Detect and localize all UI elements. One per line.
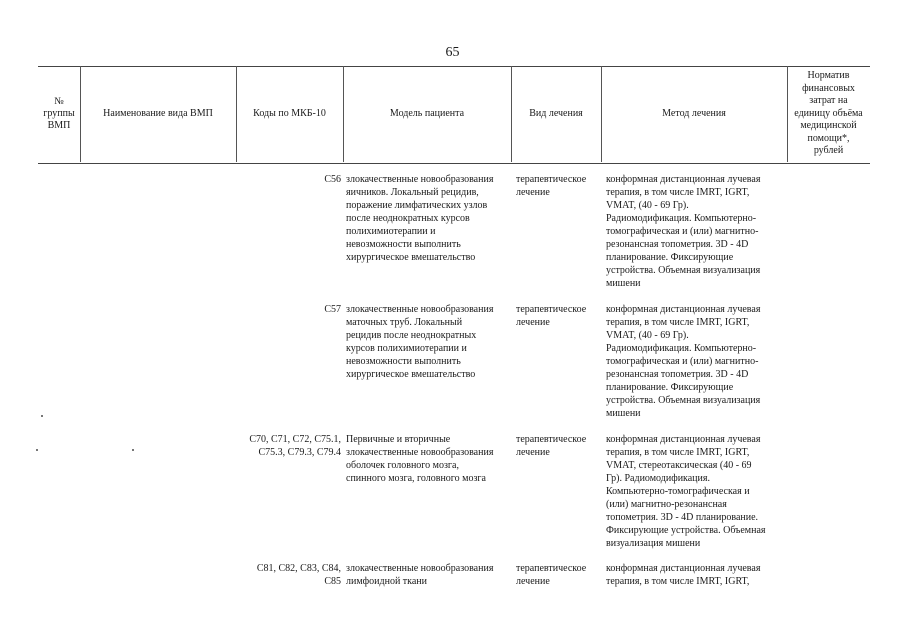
treatment-method: конформная дистанционная лучевая терапия, в том числе IMRT, IGRT, VMAT, стереотаксическая (40 - 69 Гр). Радиомодификация. Компьютерно-томографическая и (или) магнитно-резонансная топометрия. 3D - 4D планирование. Фиксирующие устройства. Объемная визуализация мишени: [606, 434, 766, 549]
treatment-method: конформная дистанционная лучевая терапия, в том числе IMRT, IGRT, VMAT, (40 - 69 Гр). Радиомодификация. Компьютерно- томографическая и (или) магнитно- резонансная топометрия. 3D - 4D планирование. Фиксирующие устройства. Объемная визуализация мишени: [606, 174, 761, 289]
patient-model: злокачественные новообразования яичников. Локальный рецидив, поражение лимфатических узлов после неоднократных курсов полихимиотерапии и невозможности выполнить хирургическое вмешательство: [346, 174, 494, 263]
header-cost-norm: Норматив финансовых затрат на единицу объёма медицинской помощи*, рублей: [794, 70, 863, 157]
treatment-type: терапевтическое лечение: [516, 434, 587, 458]
patient-model: злокачественные новообразования маточных труб. Локальный рецидив после неоднократных курсов полихимиотерапии и невозможности выполнить хирургическое вмешательство: [346, 304, 494, 380]
header-treatment-type: Вид лечения: [529, 108, 583, 119]
header-treatment-method: Метод лечения: [662, 108, 726, 119]
header-group-number: № группы ВМП: [43, 96, 75, 131]
icd-code: C70, C71, C72, C75.1, C75.3, C79.3, C79.4: [249, 434, 341, 458]
scan-speck: [36, 449, 38, 451]
treatment-method: конформная дистанционная лучевая терапия, в том числе IMRT, IGRT, VMAT, (40 - 69 Гр). Радиомодификация. Компьютерно- томографическая и (или) магнитно- резонансная топометрия. 3D - 4D планирование. Фиксирующие устройства. Объемная визуализация мишени: [606, 304, 761, 419]
patient-model: Первичные и вторичные злокачественные новообразования оболочек головного мозга, спинного мозга, головного мозга: [346, 434, 494, 484]
page-number: 65: [445, 45, 460, 60]
icd-code: C57: [324, 304, 341, 315]
header-patient-model: Модель пациента: [389, 108, 465, 119]
treatment-type: терапевтическое лечение: [516, 563, 587, 587]
header-vmp-name: Наименование вида ВМП: [103, 108, 213, 119]
header-icd-codes: Коды по МКБ-10: [253, 108, 326, 119]
patient-model: злокачественные новообразования лимфоидной ткани: [346, 563, 494, 587]
treatment-type: терапевтическое лечение: [516, 304, 587, 328]
icd-code: C56: [324, 174, 341, 185]
scan-speck: [41, 415, 43, 417]
treatment-method: конформная дистанционная лучевая терапия, в том числе IMRT, IGRT,: [606, 563, 761, 587]
scan-speck: [132, 449, 134, 451]
treatment-type: терапевтическое лечение: [516, 174, 587, 198]
icd-code: C81, C82, C83, C84, C85: [256, 563, 341, 587]
